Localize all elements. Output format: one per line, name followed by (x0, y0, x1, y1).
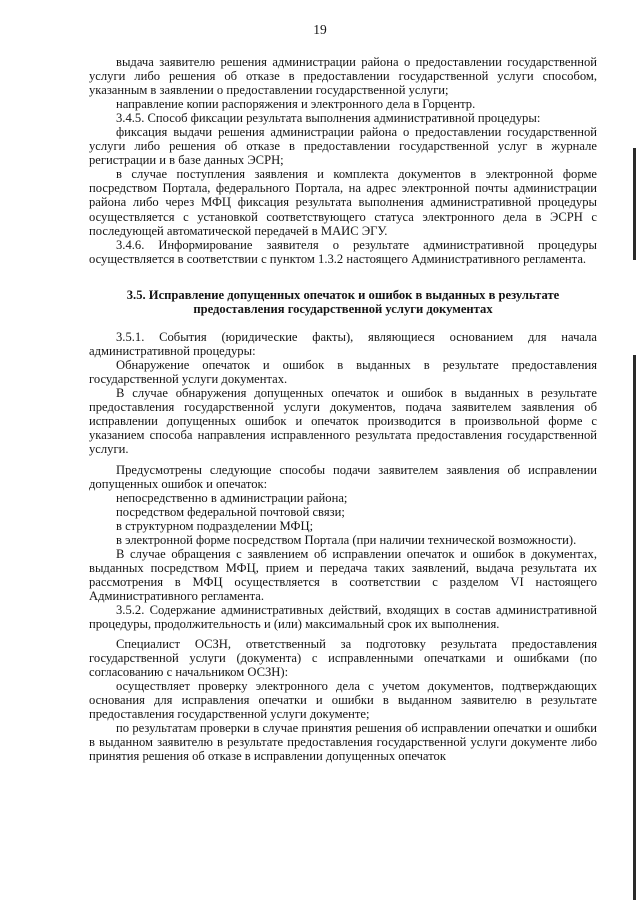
list-item: в электронной форме посредством Портала (при наличии технической возможности). (116, 532, 577, 547)
page-number: 19 (313, 22, 327, 37)
list-item: посредством федеральной почтовой связи; (116, 504, 345, 519)
paragraph: Специалист ОСЗН, ответственный за подготовку результата предоставления государственной услуги (документа) с исправленными опечатками и ошибками (по согласованию с начальником ОСЗН): (89, 637, 597, 680)
paragraph: В случае обнаружения допущенных опечаток и ошибок в выданных в результате предоставления государственной услуги документов, подача заявителем заявления об исправлении допущенных ошибок и опечаток производится в произвольной форме с указанием способа направления исправленного результата предоставления государственной услуги. (89, 386, 597, 457)
paragraph: 3.4.5. Способ фиксации результата выполнения административной процедуры: (116, 111, 541, 126)
paragraph: 3.5.2. Содержание административных действий, входящих в состав административной процедуры, продолжительность и (или) максимальный срок их выполнения. (89, 603, 597, 632)
scan-edge-line-lower (633, 355, 636, 900)
paragraph: Обнаружение опечаток и ошибок в выданных в результате предоставления государственной услуги документах. (89, 358, 597, 387)
paragraph: в случае поступления заявления и комплекта документов в электронной форме посредством Портала, федерального Портала, на адрес электронной почты администрации района либо через МФЦ фиксация результата выполнения административной процедуры осуществляется с установкой соответствующего статуса электронного дела в ЭСРН с последующей автоматической передачей в МАИС ЭГУ. (89, 167, 597, 238)
paragraph: осуществляет проверку электронного дела с учетом документов, подтверждающих основания для исправления опечатки и ошибки в выданном заявителю в результате предоставления государственной услуги документе; (89, 679, 597, 722)
paragraph: фиксация выдачи решения администрации района о предоставлении государственной услуги либо решения об отказе в предоставлении государственной услуг в журнале регистрации и в базе данных ЭСРН; (89, 125, 597, 168)
section-heading: 3.5. Исправление допущенных опечаток и ошибок в выданных в результате предоставления государственной услуги документах (126, 287, 560, 316)
scan-edge-line-upper (633, 148, 636, 260)
paragraph: 3.5.1. События (юридические факты), являющиеся основанием для начала административной процедуры: (89, 330, 597, 359)
list-item: непосредственно в администрации района; (116, 490, 348, 505)
paragraph: 3.4.6. Информирование заявителя о результате административной процедуры осуществляется в соответствии с пунктом 1.3.2 настоящего Административного регламента. (89, 237, 597, 266)
list-item: в структурном подразделении МФЦ; (116, 518, 314, 533)
paragraph: выдача заявителю решения администрации района о предоставлении государственной услуги либо решения об отказе в предоставлении государственной услуги способом, указанным в заявлении о предоставлении государственной услуги; (89, 55, 597, 98)
paragraph: В случае обращения с заявлением об исправлении опечаток и ошибок в документах, выданных посредством МФЦ, прием и передача таких заявлений, выдача результата их рассмотрения в МФЦ осуществляется в соответствии с разделом VI настоящего Административного регламента. (89, 546, 597, 603)
document-body (89, 55, 597, 764)
paragraph: по результатам проверки в случае принятия решения об исправлении опечатки и ошибки в выданном заявителю в результате предоставления государственной услуги документе либо принятия решения об отказе в исправлении допущенных опечаток (89, 721, 597, 764)
paragraph: направление копии распоряжения и электронного дела в Горцентр. (116, 97, 476, 112)
paragraph: Предусмотрены следующие способы подачи заявителем заявления об исправлении допущенных ошибок и опечаток: (89, 462, 597, 491)
